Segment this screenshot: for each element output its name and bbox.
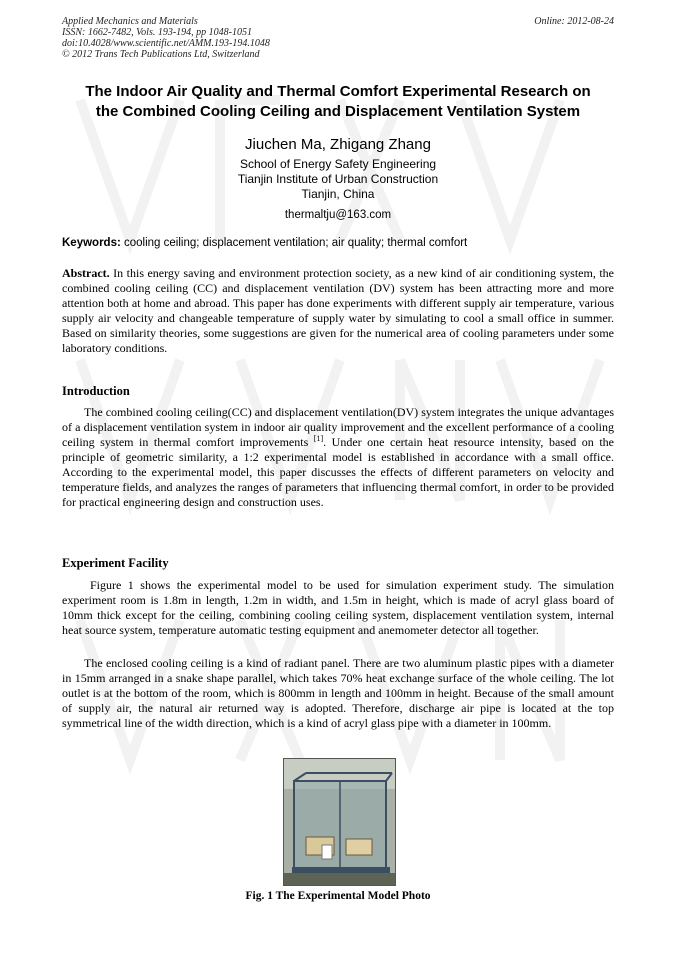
title-line-2: the Combined Cooling Ceiling and Displacement Ventilation System	[95, 103, 581, 120]
introduction-paragraph	[62, 405, 614, 510]
paper-title	[62, 82, 614, 122]
affiliation-line-2: Tianjin Institute of Urban Construction	[237, 172, 439, 186]
online-date: Online: 2012-08-24	[534, 16, 614, 27]
journal-issn: ISSN: 1662-7482, Vols. 193-194, pp 1048-1051	[62, 27, 252, 38]
keywords-text: cooling ceiling; displacement ventilation; air quality; thermal comfort	[124, 237, 468, 249]
figure-caption: Fig. 1 The Experimental Model Photo	[245, 890, 431, 902]
affiliation-line-3: Tianjin, China	[301, 187, 375, 201]
affiliation	[62, 157, 614, 202]
journal-header	[62, 16, 614, 60]
affiliation-line-1: School of Energy Safety Engineering	[239, 157, 437, 171]
intro-text-1: The combined cooling ceiling(CC) and displacement ventilation(DV) system integrates the unique advantages of a displacement ventilation system in indoor air quality improvement and the excellent performance of a cooling ceiling system in thermal comfort improvements	[62, 405, 614, 449]
experiment-paragraph-1: Figure 1 shows the experimental model to be used for simulation experiment study. The simulation experiment room is 1.8m in length, 1.2m in width, and 1.5m in height, which is made of acryl glass board of 10mm thick except for the ceiling, combining cooling ceiling system, displacement ventilation system, internal heat source system, temperature automatic testing equipment and anemometer detector all together.	[62, 578, 614, 637]
intro-text-2: . Under one certain heat resource intensity, based on the principle of geometric similarity, a 1:2 experimental model is established in accordance with a small office. According to the experimental model, this paper discusses the effects of different parameters on velocity and temperature fields, and analyzes the ranges of parameters that influencing thermal comfort, in order to be provided for practical engineering design and construction uses.	[62, 435, 614, 509]
authors: Jiuchen Ma, Zhigang Zhang	[245, 136, 431, 153]
abstract-label: Abstract.	[62, 266, 110, 280]
experimental-model-photo	[283, 758, 396, 886]
abstract-text: In this energy saving and environment protection society, as a new kind of air conditioning system, the combined cooling ceiling (CC) and displacement ventilation (DV) system has been attracting more and more attention both at home and abroad. This paper has done experiments with different supply air temperature, various supply air velocity and changeable temperature of supply water by simulating to cool a small office in summer. Based on similarity theories, some suggestions are given for the numerical area of cooling parameters under some laboratory conditions.	[62, 266, 615, 355]
keywords	[62, 237, 614, 249]
abstract	[62, 266, 614, 356]
citation-ref[interactable]: [1]	[313, 434, 324, 443]
title-line-1: The Indoor Air Quality and Thermal Comfort Experimental Research on	[85, 83, 591, 100]
experiment-paragraph-2: The enclosed cooling ceiling is a kind of radiant panel. There are two aluminum plastic pipes with a diameter in 15mm arranged in a snake shape parallel, which takes 70% heat exchange surface of the whole ceiling. The lot outlet is at the bottom of the room, which is 800mm in length and 100mm in height. Because of the small amount of supply air, the natural air returned way is adopted. Therefore, discharge air pipe is located at the top symmetrical line of the width direction, which is a kind of acryl glass pipe with a diameter in 100mm.	[62, 656, 614, 730]
author-email[interactable]: thermaltju@163.com	[284, 209, 392, 221]
introduction-heading: Introduction	[62, 384, 130, 398]
journal-name: Applied Mechanics and Materials	[62, 16, 198, 27]
journal-doi[interactable]: doi:10.4028/www.scientific.net/AMM.193-194.1048	[62, 38, 270, 49]
experiment-facility-heading: Experiment Facility	[62, 556, 169, 570]
journal-copyright: © 2012 Trans Tech Publications Ltd, Switzerland	[62, 49, 260, 60]
model-photo-drawing	[284, 759, 395, 885]
keywords-label: Keywords:	[62, 237, 121, 249]
